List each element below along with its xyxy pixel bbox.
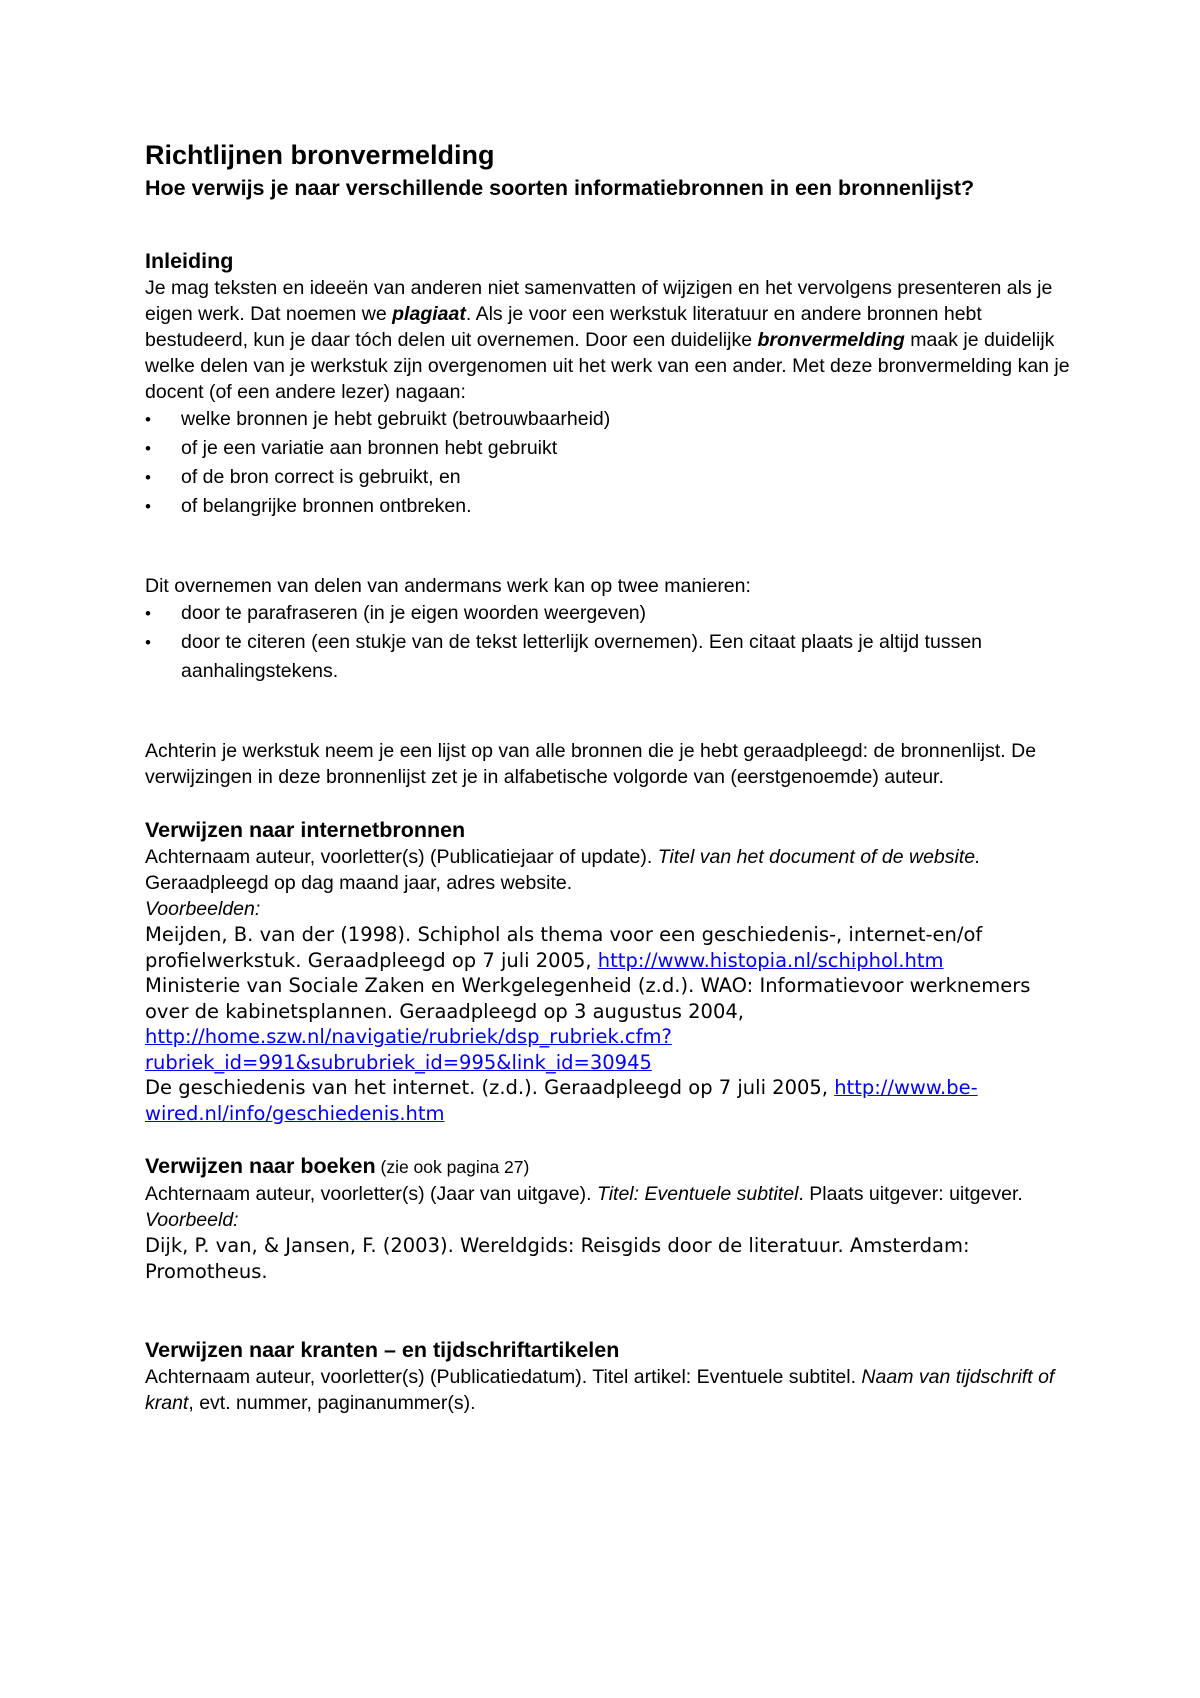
internet-format [145,844,1075,896]
intro-paragraph [145,275,1075,405]
intro-text-part: . Als je voor een werkstuk literatuur en andere bronnen hebt bestudeerd, kun je daar tóch delen uit overnemen. Door een duidelijke [145,303,982,351]
format-text: Geraadpleegd op dag maand jaar, adres website. [145,872,573,894]
example-link[interactable] [145,1025,672,1074]
methods-list [145,599,1075,686]
intro-heading: Inleiding [145,249,234,273]
example-link-part[interactable]: http://home.szw.nl/navigatie/rubriek/dsp_rubriek.cfm? [145,1025,672,1048]
example-item [145,922,1075,973]
list-item-text: of je een variatie aan bronnen hebt gebruikt [181,437,558,459]
list-item-text: welke bronnen je hebt gebruikt (betrouwbaarheid) [181,408,611,430]
list-item [145,405,1075,434]
list-item [145,434,1075,463]
example-text: De geschiedenis van het internet. (z.d.). Geraadpleegd op 7 juli 2005, [145,1076,835,1099]
intro-text-part: Je mag teksten en ideeën van anderen niet samenvatten of wijzigen en het vervolgens presenteren als je eigen werk. Dat noemen we [145,277,1053,325]
example-link[interactable]: http://www.histopia.nl/schiphol.htm [597,948,944,972]
newspapers-heading: Verwijzen naar kranten – en tijdschriftartikelen [145,1338,620,1362]
methods-intro: Dit overnemen van delen van andermans werk kan op twee manieren: [145,575,751,597]
format-italic: Titel: Eventuele subtitel [596,1183,799,1205]
format-italic: Titel van het document of de website. [657,846,981,868]
term-bronvermelding: bronvermelding [757,329,905,351]
examples-label-text: Voorbeelden: [145,898,261,920]
example-link[interactable]: http://www.be-wired.nl/info/geschiedenis.htm [145,1076,978,1125]
bullet-icon: • [145,497,151,516]
bullet-icon: • [145,604,151,623]
bullet-icon: • [145,468,151,487]
list-item-text: door te parafraseren (in je eigen woorden weergeven) [181,602,647,624]
document-subtitle: Hoe verwijs je naar verschillende soorten informatiebronnen in een bronnenlijst? [145,176,975,200]
list-item [145,463,1075,492]
format-text: . Plaats uitgever: uitgever. [798,1183,1023,1205]
document-page [145,138,1075,1416]
document-title: Richtlijnen bronvermelding [145,140,495,170]
bullet-icon: • [145,633,151,652]
example-link-part[interactable]: rubriek_id=991&subrubriek_id=995&link_id=30945 [145,1050,652,1074]
newspapers-format [145,1364,1075,1416]
books-heading [145,1152,1075,1181]
format-text: Achternaam auteur, voorletter(s) (Publicatiejaar of update). [145,846,658,868]
internet-heading: Verwijzen naar internetbronnen [145,818,466,842]
list-item-text: of de bron correct is gebruikt, en [181,466,461,488]
internet-examples [145,922,1075,1126]
example-item [145,973,1075,1075]
list-item-text: door te citeren (een stukje van de tekst letterlijk overnemen). Een citaat plaats je altijd tussen aanhalingstekens. [181,631,983,682]
list-item [145,628,1075,686]
check-list [145,405,1075,521]
bullet-icon: • [145,439,151,458]
examples-label [145,896,1075,922]
example-text: Meijden, B. van der (1998). Schiphol als thema voor een geschiedenis-, internet-en/of profielwerkstuk. Geraadpleegd op 7 juli 2005, [145,923,983,972]
bronnenlijst-paragraph: Achterin je werkstuk neem je een lijst op van alle bronnen die je hebt geraadpleegd: de bronnenlijst. De verwijzingen in deze bronnenlijst zet je in alfabetische volgorde van (eerstgenoemde) auteur. [145,740,1037,788]
list-item [145,492,1075,521]
term-plagiaat: plagiaat [392,303,466,325]
example-text: Ministerie van Sociale Zaken en Werkgelegenheid (z.d.). WAO: Informatievoor werknemers over de kabinetsplannen. Geraadpleegd op 3 augustus 2004, [145,974,1031,1023]
books-heading-text: Verwijzen naar boeken [145,1154,376,1178]
format-text: Achternaam auteur, voorletter(s) (Publicatiedatum). Titel artikel: Eventuele subtitel. [145,1366,862,1388]
bullet-icon: • [145,410,151,429]
format-text: , evt. nummer, paginanummer(s). [188,1392,476,1414]
list-item-text: of belangrijke bronnen ontbreken. [181,495,472,517]
books-heading-note: (zie ook pagina 27) [375,1157,530,1177]
intro-text-part: maak je duidelijk welke delen van je werkstuk zijn overgenomen uit het werk van een ander. Met deze bronvermelding kan je docent (of een andere lezer) nagaan: [145,329,1070,403]
example-label-text: Voorbeeld: [145,1209,239,1231]
books-format [145,1181,1075,1207]
format-italic: Naam van tijdschrift of krant [145,1366,1055,1414]
list-item [145,599,1075,628]
example-label [145,1207,1075,1233]
format-text: Achternaam auteur, voorletter(s) (Jaar van uitgave). [145,1183,597,1205]
example-item [145,1075,1075,1126]
books-example: Dijk, P. van, & Jansen, F. (2003). Wereldgids: Reisgids door de literatuur. Amsterdam: Promotheus. [145,1234,970,1283]
